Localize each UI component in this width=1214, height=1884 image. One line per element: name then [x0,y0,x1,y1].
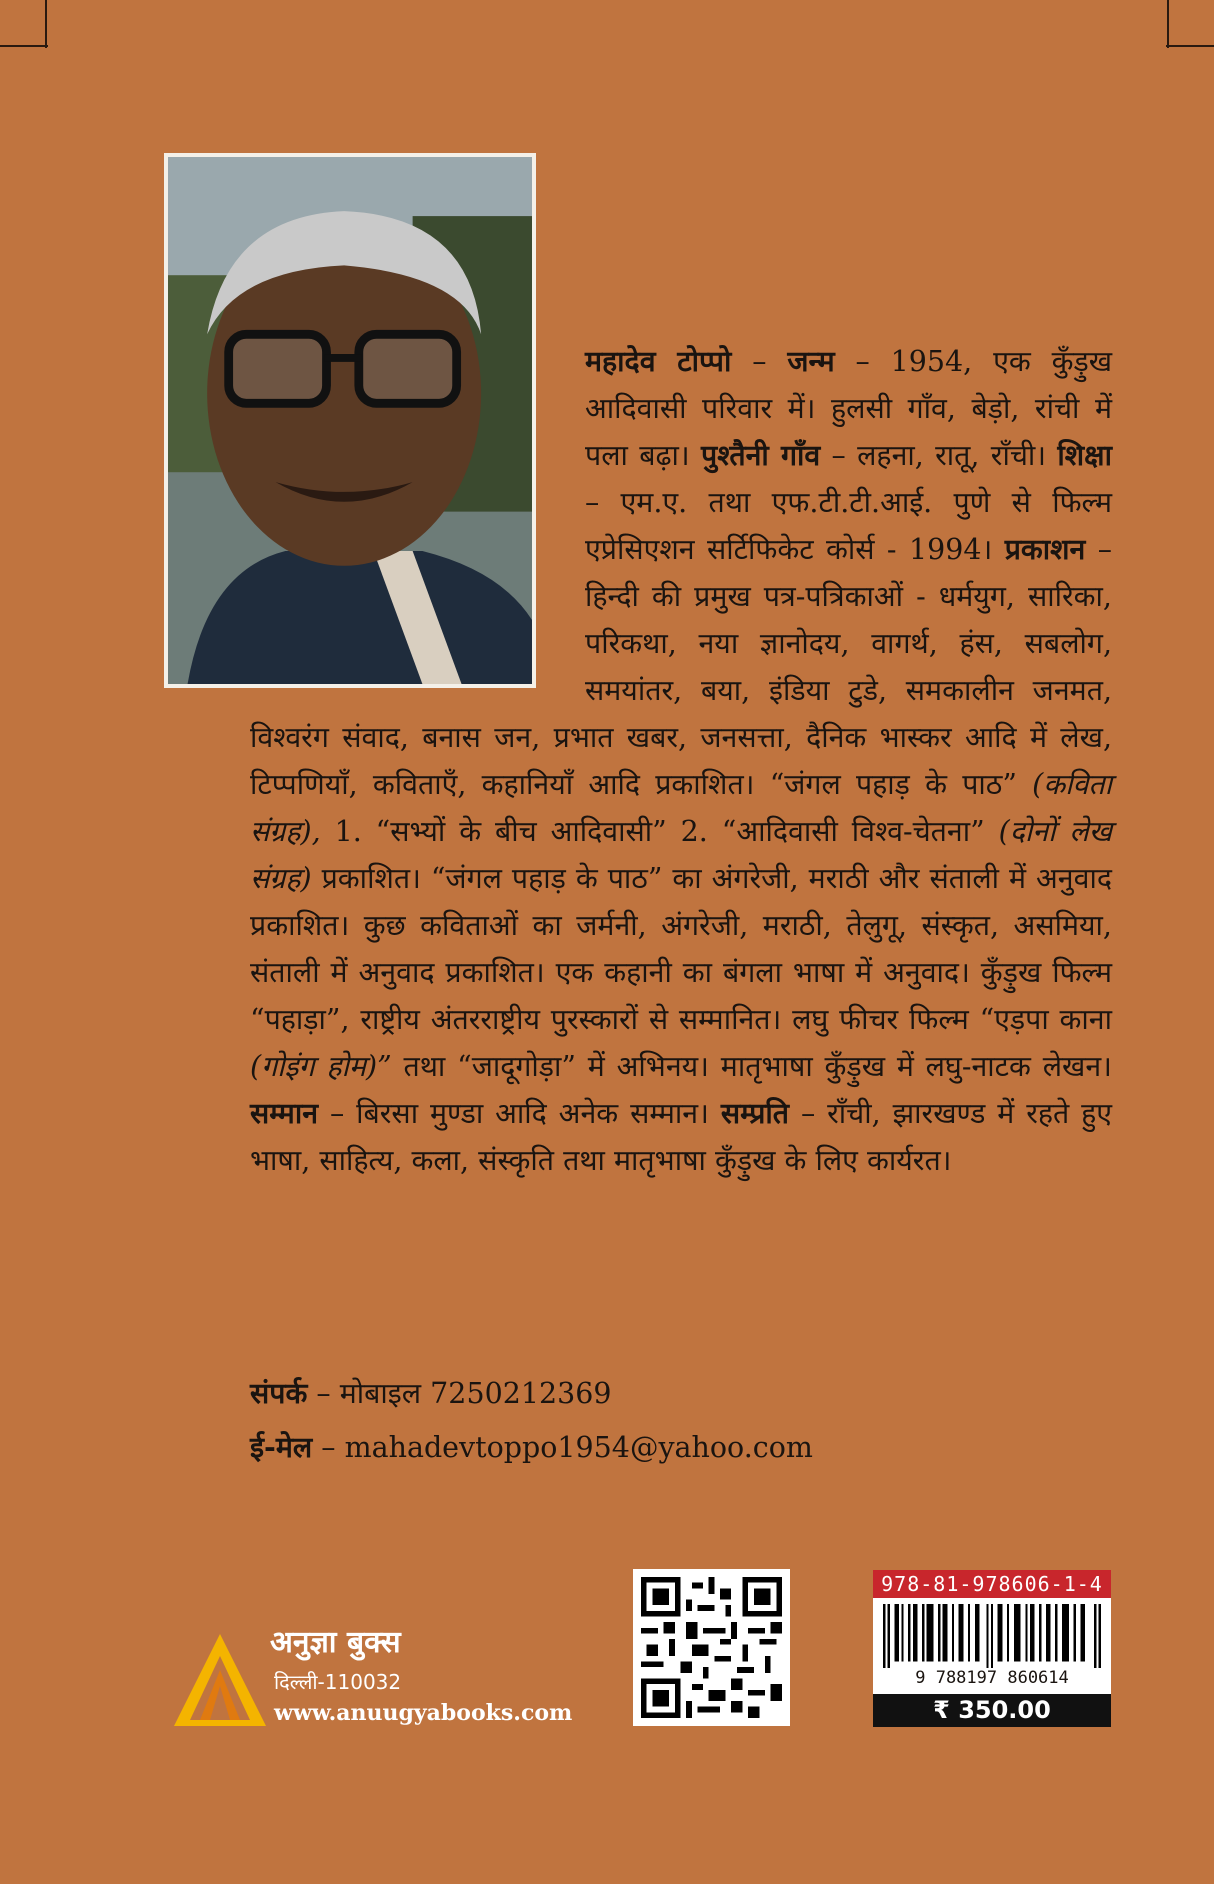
publication-text-2: 1. “सभ्यों के बीच आदिवासी” 2. “आदिवासी विश्व-चेतना” [334,815,985,848]
dash: – [752,345,767,378]
dash: – [321,1431,336,1464]
dash: – [316,1377,331,1410]
current-label: सम्प्रति [720,1096,790,1130]
education-label: शिक्षा [1057,438,1112,472]
phone-label: संपर्क [250,1376,308,1410]
qr-code [633,1569,790,1726]
current-text: राँची, झारखण्ड में रहते हुए भाषा, साहित्य, कला, संस्कृति तथा मातृभाषा कुँड़ुख के लिए कार्यरत। [250,1097,1113,1177]
publisher-name: अनुज्ञा बुक्स [270,1625,401,1660]
dash: – [1097,533,1113,566]
publication-text-1: हिन्दी की प्रमुख पत्र-पत्रिकाओं - धर्मयुग, सारिका, परिकथा, नया ज्ञानोदय, वागर्थ, हंस, सबलोग, समयांतर, बया, इंडिया टुडे, समकालीन जनमत, विश्वरंग संवाद, बनास जन, प्रभात खबर, जनसत्ता, दैनिक भास्कर आदि में लेख, टिप्पणियाँ, कविताएँ, कहानियाँ आदि प्रकाशित। “जंगल पहाड़ के पाठ” [250,580,1112,801]
village-text: लहना, रातू, राँची। [857,439,1047,472]
dash: – [800,1097,816,1130]
crop-mark [1166,45,1214,47]
barcode-bars [883,1604,1101,1668]
phone-text: मोबाइल 7250212369 [339,1377,612,1410]
honor-label: सम्मान [250,1096,319,1130]
email-text[interactable]: mahadevtoppo1954@yahoo.com [344,1431,813,1464]
dash: – [329,1097,345,1130]
crop-mark [1167,0,1169,48]
contact-phone [250,1374,612,1412]
dash: – [855,345,870,378]
village-label: पुश्तैनी गाँव [701,438,821,472]
publication-italic-3: (गोइंग होम)” [250,1050,392,1083]
isbn-barcode [873,1570,1111,1727]
dash: – [585,486,600,519]
isbn-digits: 9 788197 860614 [915,1668,1069,1688]
email-label: ई-मेल [250,1430,313,1464]
publication-italic-1: (कविता संग्रह), [250,768,1112,848]
publisher-city: दिल्ली-110032 [274,1670,402,1694]
crop-mark [0,45,48,47]
publication-text-4: तथा “जादूगोड़ा” में अभिनय। मातृभाषा कुँड़ुख में लघु-नाटक लेखन। [403,1050,1112,1083]
dash: – [831,439,846,472]
birth-label: जन्म [787,344,835,378]
publication-text-3: प्रकाशित। “जंगल पहाड़ के पाठ” का अंगरेजी, मराठी और संताली में अनुवाद प्रकाशित। कुछ कविताओं का जर्मनी, अंगरेजी, मराठी, तेलुगू, संस्कृत, असमिया, संताली में अनुवाद प्रकाशित। एक कहानी का बंगला भाषा में अनुवाद। कुँड़ुख फिल्म “पहाड़ा”, राष्ट्रीय अंतरराष्ट्रीय पुरस्कारों से सम्मानित। लघु फीचर फिल्म “एड़पा काना [250,862,1112,1036]
crop-mark [45,0,47,48]
contact-email [250,1428,813,1466]
publisher-logo-icon [170,1630,270,1730]
isbn-number: 978-81-978606-1-4 [873,1570,1111,1598]
publication-label: प्रकाशन [1004,532,1086,566]
publication-italic-2: (दोनों लेख संग्रह) [250,815,1113,895]
publisher-block [170,1620,590,1740]
author-name: महादेव टोप्पो [585,344,732,378]
publisher-website[interactable]: www.anuugyabooks.com [274,1700,573,1726]
photo-wrap-space [250,338,585,714]
birth-text: 1954, एक कुँड़ुख आदिवासी परिवार में। हुलसी गाँव, बेड़ो, रांची में पला बढ़ा। [585,345,1113,472]
author-bio [250,338,1112,1184]
price-label: ₹ 350.00 [873,1694,1111,1727]
education-text: एम.ए. तथा एफ.टी.टी.आई. पुणे से फिल्म एप्रेसिएशन सर्टिफिकेट कोर्स - 1994। [585,486,1112,566]
honor-text: बिरसा मुण्डा आदि अनेक सम्मान। [356,1097,709,1130]
